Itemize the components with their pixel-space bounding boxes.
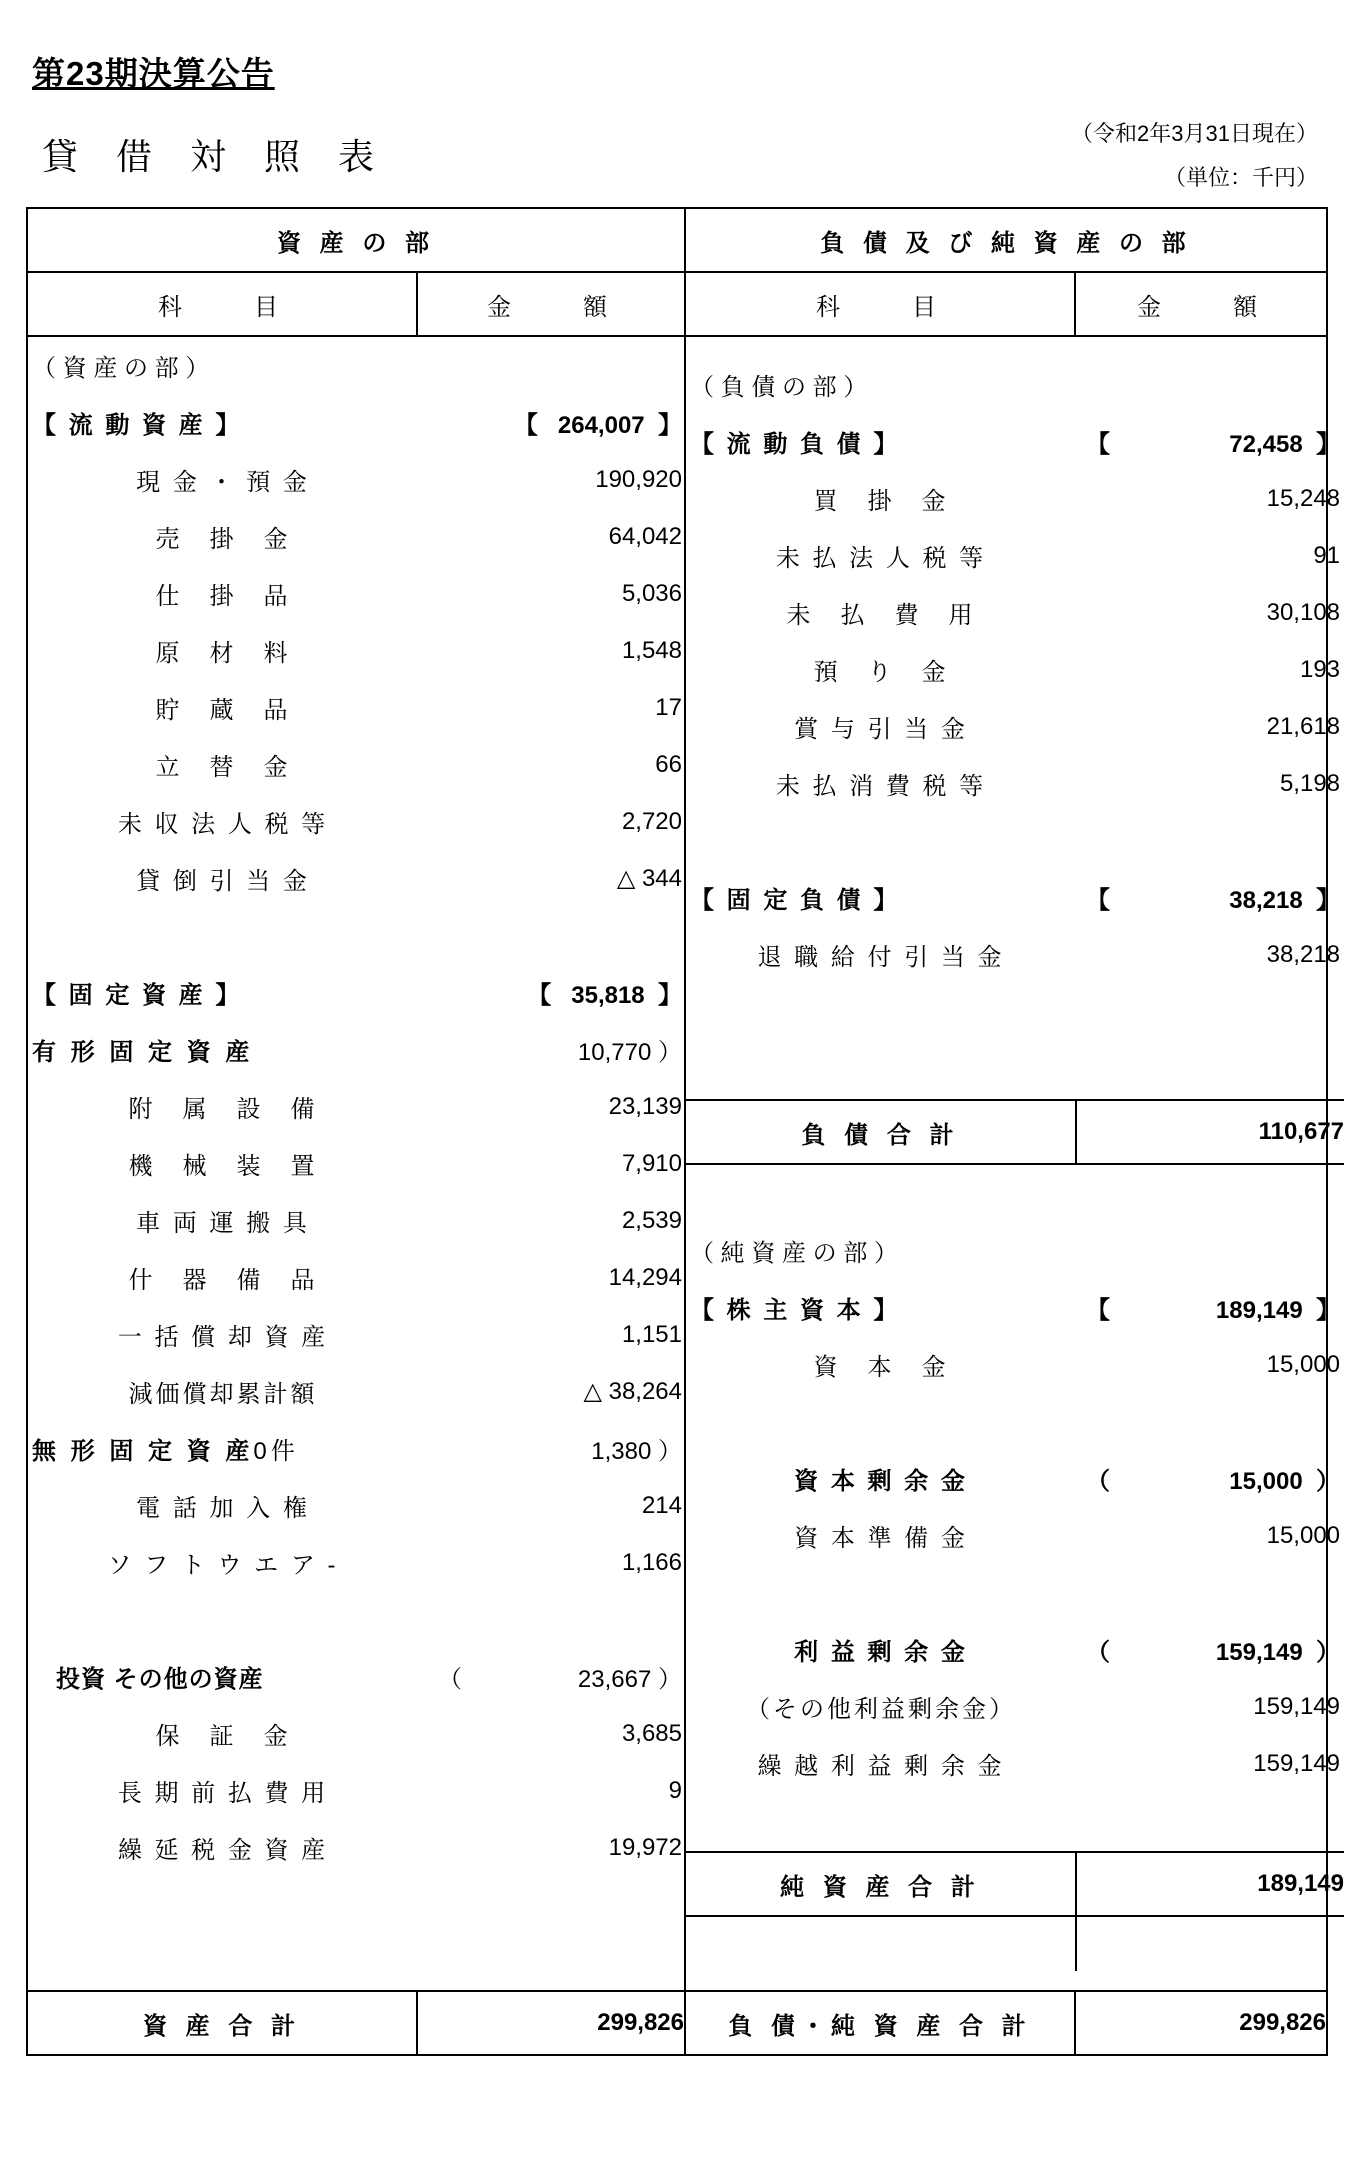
spacer-cell [418,337,686,394]
item-label: 退 職 給 付 引 当 金 [757,944,1005,971]
amount-value: 72,458 [1229,431,1303,458]
spacer-cell [418,1933,686,1990]
spacer-cell [418,1876,686,1933]
capital-reserve-label: 資 本 準 備 金 [794,1525,968,1552]
spacer-cell [1076,812,1344,869]
section-header-row [27,208,1327,272]
item-label: 機 械 装 置 [128,1153,318,1180]
table-row [28,565,686,622]
spacer-cell [28,1591,418,1648]
spacer-row [28,1876,686,1933]
item-amount: 2,539 [621,1206,682,1234]
spacer-cell [1076,1393,1344,1450]
investments-label: 投資 その他の資産 [56,1666,264,1693]
as-of-date: （令和2年3月31日現在） [1071,121,1318,146]
item-label: 一 括 償 却 資 産 [117,1324,329,1351]
bracket-close: 】 [1316,431,1341,458]
item-label: 減価償却累計額 [128,1381,318,1408]
item-amount: 7,910 [621,1149,682,1177]
spacer-cell [686,1564,1076,1621]
item-label: 立 替 金 [155,754,291,781]
paren-close: ） [658,1666,682,1693]
other-retained-amount: 159,149 [1253,1692,1341,1720]
spacer-cell [686,1792,1076,1849]
trailing-blank-row [686,1916,1344,1971]
spacer-cell [1076,1792,1344,1849]
table-row [28,1078,686,1135]
item-amount: 38,218 [1266,940,1341,968]
item-amount: 14,294 [608,1263,682,1291]
table-row [686,527,1344,584]
spacer-row [686,1393,1344,1450]
grand-total-amount: 299,826 [1075,1991,1327,2055]
intangible-assets-amount [418,1420,686,1477]
item-label: 什 器 備 品 [128,1267,318,1294]
liabilities-total-row [686,1100,1344,1164]
paren-close: ） [658,1039,682,1066]
table-row [28,1420,686,1477]
investments-amount [418,1648,686,1705]
capital-stock-label: 資 本 金 [813,1354,949,1381]
item-label: 未 払 消 費 税 等 [775,773,987,800]
assets-body [27,336,685,1991]
item-amount: 214 [641,1491,682,1519]
carried-forward-amount: 159,149 [1253,1749,1341,1777]
spacer-cell [28,907,418,964]
item-amount: 21,618 [1266,712,1341,740]
table-row [28,1249,686,1306]
current-liabilities-label: 【 流 動 負 債 】 [690,431,901,458]
liabilities-section-label: （ 負 債 の 部 ） [690,374,868,401]
spacer-row [686,983,1344,1040]
amount-value: 1,380 [591,1438,652,1465]
table-row [28,508,686,565]
liabilities-section-header: 負 債 及 び 純 資 産 の 部 [685,208,1327,272]
fixed-liabilities-label: 【 固 定 負 債 】 [690,887,901,914]
fixed-liabilities-amount [1076,869,1344,926]
net-assets-total-table [686,1851,1344,1971]
table-row [686,1336,1344,1393]
assets-total-label: 資 産 合 計 [27,1991,417,2055]
table-row [686,1222,1344,1279]
item-amount: 1,166 [621,1548,682,1576]
balance-sheet-table [26,207,1345,2056]
spacer-cell [28,1876,418,1933]
item-amount: 5,036 [621,579,682,607]
table-row [686,755,1344,812]
table-row [686,1678,1344,1735]
spacer-cell [1076,1916,1344,1971]
paren-open: （ [1086,1468,1111,1495]
table-row [28,1306,686,1363]
item-amount: 19,972 [608,1833,682,1861]
spacer-cell [686,812,1076,869]
table-row [28,850,686,907]
item-amount: 30,108 [1266,598,1341,626]
spacer-cell [1076,1040,1344,1097]
item-amount: △ 344 [616,865,682,892]
spacer-cell [1076,1165,1344,1222]
spacer-cell [1076,356,1344,413]
table-row [686,869,1344,926]
item-label: 預 り 金 [813,659,949,686]
retained-earnings-label: 利 益 剰 余 金 [794,1639,968,1666]
spacer-cell [418,1591,686,1648]
statement-header [26,113,1326,205]
table-row [28,1192,686,1249]
item-label: 繰 延 税 金 資 産 [117,1837,329,1864]
spacer-row [686,1564,1344,1621]
amount-value: 15,000 [1229,1468,1303,1495]
liabilities-total-label: 負 債 合 計 [686,1100,1076,1164]
net-assets-detail-table [686,1165,1344,1849]
bracket-open: 【 [527,982,552,1009]
spacer-row [28,907,686,964]
spacer-cell [686,983,1076,1040]
item-label: 未 払 法 人 税 等 [775,545,987,572]
capital-reserve-amount: 15,000 [1266,1521,1341,1549]
intangible-assets-label [28,1420,418,1477]
table-row [686,1450,1344,1507]
item-amount: 64,042 [608,522,682,550]
bracket-close: 】 [658,982,682,1009]
paren-open: （ [1086,1639,1111,1666]
spacer-row [686,1165,1344,1222]
table-row [686,698,1344,755]
table-row [686,1507,1344,1564]
liabilities-detail-table [686,356,1344,1097]
table-row [686,1735,1344,1792]
item-amount: 91 [1313,541,1341,569]
item-label: 貸 倒 引 当 金 [136,868,310,895]
spacer-cell [1076,1222,1344,1279]
intangible-label-text: 無 形 固 定 資 産 [32,1438,254,1465]
spacer-cell [28,1933,418,1990]
table-row [686,641,1344,698]
paren-close: ） [1316,1639,1341,1666]
item-amount: 1,548 [621,636,682,664]
item-label: 買 掛 金 [813,488,949,515]
spacer-row [28,1591,686,1648]
fixed-assets-label: 【 固 定 資 産 】 [32,982,243,1009]
spacer-row [686,812,1344,869]
current-assets-label: 【 流 動 資 産 】 [32,412,243,439]
amount-value: 159,149 [1215,1639,1303,1666]
bracket-close: 】 [1316,887,1341,914]
item-label: 仕 掛 品 [155,583,291,610]
item-label: 未 収 法 人 税 等 [117,811,329,838]
net-assets-total-amount: 189,149 [1076,1852,1344,1916]
item-amount: △ 38,264 [583,1378,682,1405]
shareholders-equity-amount [1076,1279,1344,1336]
net-assets-total-label: 純 資 産 合 計 [686,1852,1076,1916]
spacer-cell [686,1040,1076,1097]
spacer-cell [418,907,686,964]
shareholders-equity-label: 【 株 主 資 本 】 [690,1297,901,1324]
table-row [28,1363,686,1420]
item-label: 売 掛 金 [155,526,291,553]
item-amount: 9 [668,1776,682,1804]
item-label: 附 属 設 備 [128,1096,318,1123]
bracket-open: 【 [1086,431,1111,458]
spacer-cell [686,1916,1076,1971]
other-retained-label: （その他利益剰余金） [746,1696,1017,1723]
assets-section-label: （ 資 産 の 部 ） [32,355,210,382]
table-row [28,1819,686,1876]
table-row [28,736,686,793]
table-row [686,413,1344,470]
item-label: 車 両 運 搬 具 [136,1210,310,1237]
net-assets-section-label: （ 純 資 産 の 部 ） [690,1240,899,1267]
current-assets-amount [418,394,686,451]
item-label: 貯 蔵 品 [155,697,291,724]
spacer-cell [1076,983,1344,1040]
assets-item-col-header: 科 目 [27,272,417,336]
table-row [28,793,686,850]
table-row [28,1021,686,1078]
table-row [28,1762,686,1819]
spacer-row [686,1040,1344,1097]
tangible-assets-amount [418,1021,686,1078]
item-label: 現 金 ・ 預 金 [136,469,310,496]
bracket-close: 】 [1316,1297,1341,1324]
stray-text: 0件 [253,1438,299,1465]
spacer-row [686,1792,1344,1849]
item-amount: 193 [1299,655,1341,683]
item-amount: 66 [655,750,682,778]
page-title: 第23期決算公告 [32,55,275,92]
paren-close: ） [658,1438,682,1465]
table-row [28,337,686,394]
unit-note: （単位：千円） [1163,165,1318,190]
item-amount: 2,720 [621,807,682,835]
table-row [28,622,686,679]
column-header-row [27,272,1327,336]
current-liabilities-amount [1076,413,1344,470]
table-row [28,451,686,508]
tangible-assets-label: 有 形 固 定 資 産 [32,1039,254,1066]
amount-value: 23,667 [577,1666,652,1693]
amount-value: 38,218 [1229,887,1303,914]
table-row [28,679,686,736]
capital-surplus-label: 資 本 剰 余 金 [794,1468,968,1495]
item-amount: 5,198 [1279,769,1341,797]
item-amount: 23,139 [608,1092,682,1120]
assets-total-amount: 299,826 [417,1991,685,2055]
spacer-row [28,1933,686,1990]
amount-value: 35,818 [571,982,645,1009]
table-row [28,964,686,1021]
table-row [28,1705,686,1762]
bracket-open: 【 [1086,1297,1111,1324]
body-row [27,336,1327,1991]
table-row [686,470,1344,527]
item-amount: 1,151 [621,1320,682,1348]
item-amount: 190,920 [595,465,682,493]
item-label: 原 材 料 [155,640,291,667]
paren-open: （ [438,1666,462,1693]
liabilities-amount-col-header: 金 額 [1075,272,1327,336]
assets-detail-table [28,337,686,1990]
liabilities-item-col-header: 科 目 [685,272,1075,336]
table-row [28,1135,686,1192]
item-label: 未 払 費 用 [786,602,976,629]
liabilities-body [685,336,1345,1991]
item-amount: 15,248 [1266,484,1341,512]
table-row [686,926,1344,983]
assets-section-header: 資 産 の 部 [27,208,685,272]
item-label: 賞 与 引 当 金 [794,716,968,743]
grand-total-row [27,1991,1327,2055]
item-label: 長 期 前 払 費 用 [117,1780,329,1807]
bracket-open: 【 [513,412,538,439]
paren-close: ） [1316,1468,1341,1495]
item-label: ソ フ ト ウ エ ア - [107,1552,339,1579]
bracket-close: 】 [658,412,682,439]
table-row [28,1648,686,1705]
spacer-cell [686,1393,1076,1450]
amount-value: 264,007 [557,412,645,439]
table-row [686,1279,1344,1336]
net-assets-total-row [686,1852,1344,1916]
item-label: 電 話 加 入 権 [136,1495,310,1522]
table-row [28,394,686,451]
bracket-open: 【 [1086,887,1111,914]
table-row [686,584,1344,641]
retained-earnings-amount [1076,1621,1344,1678]
table-row [28,1477,686,1534]
liabilities-total-table [686,1099,1344,1165]
fixed-assets-amount [418,964,686,1021]
carried-forward-label: 繰 越 利 益 剰 余 金 [757,1753,1005,1780]
item-amount: 3,685 [621,1719,682,1747]
liabilities-total-amount: 110,677 [1076,1100,1344,1164]
spacer-cell [1076,1564,1344,1621]
table-row [28,1534,686,1591]
spacer-cell [686,1165,1076,1222]
table-row [686,356,1344,413]
amount-value: 10,770 [577,1039,652,1066]
amount-value: 189,149 [1215,1297,1303,1324]
item-label: 保 証 金 [155,1723,291,1750]
item-amount: 17 [655,693,682,721]
capital-stock-amount: 15,000 [1266,1350,1341,1378]
statement-title: 貸 借 対 照 表 [42,136,389,177]
grand-total-label: 負 債・純 資 産 合 計 [685,1991,1075,2055]
capital-surplus-amount [1076,1450,1344,1507]
assets-amount-col-header: 金 額 [417,272,685,336]
table-row [686,1621,1344,1678]
